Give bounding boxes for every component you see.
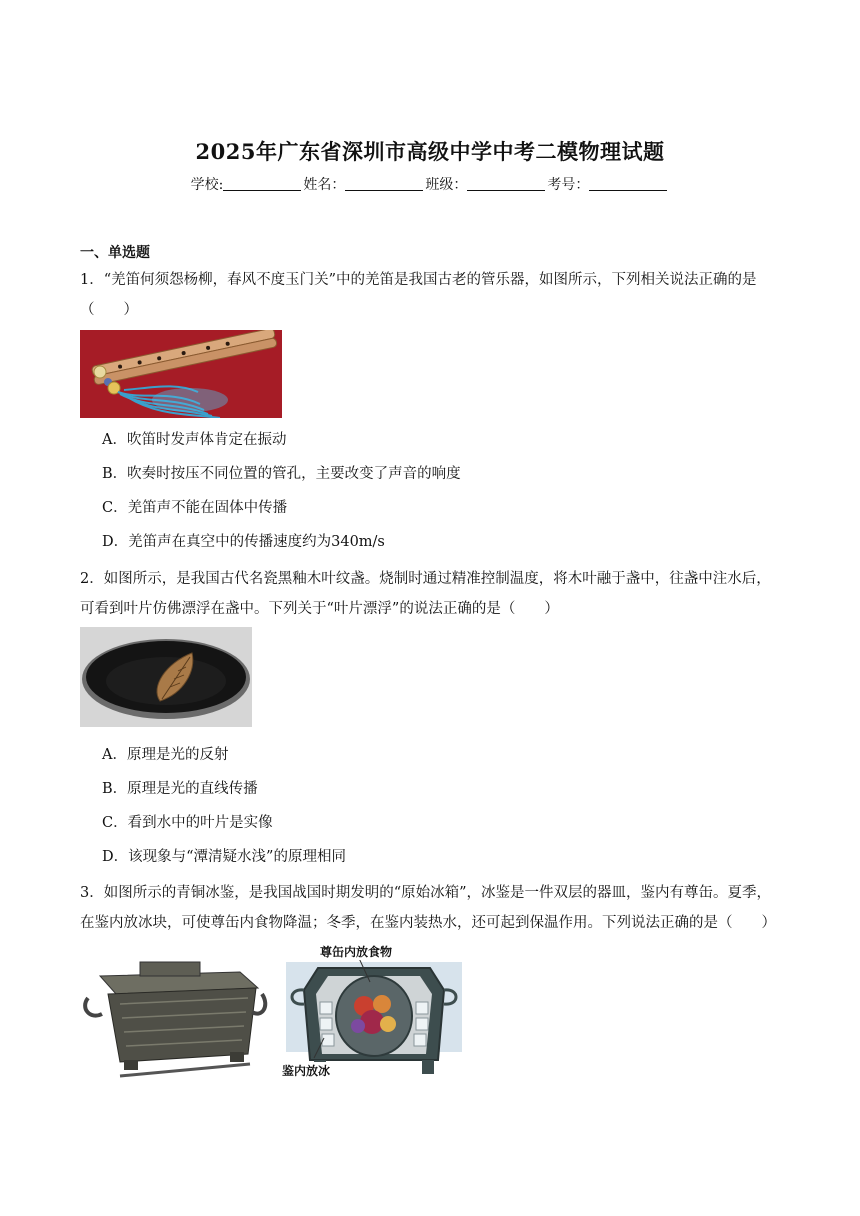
question-3-stem [80,878,780,938]
question-2-line2: 可看到叶片仿佛漂浮在盏中。下列关于“叶片漂浮”的说法正确的是（ ） [80,601,559,617]
diagram-label-food: 尊缶内放食物 [320,945,393,959]
student-info-line [0,174,860,194]
question-1-option-d: D．羌笛声在真空中的传播速度约为340m/s [102,534,385,550]
section-heading: 一、单选题 [80,245,150,261]
question-2-option-c: C．看到水中的叶片是实像 [102,815,273,831]
page-title: 2025年广东省深圳市高级中学中考二模物理试题 [195,139,665,164]
tea-bowl-image [80,627,252,727]
question-2-option-d: D．该现象与“潭清疑水浅”的原理相同 [102,849,346,865]
question-2-option-a: A．原理是光的反射 [102,747,229,763]
name-label: 姓名： [303,177,346,193]
class-blank [467,176,545,191]
ice-chest-cutaway-diagram [278,942,470,1086]
exam-number-blank [589,176,667,191]
question-1-option-c: C．羌笛声不能在固体中传播 [102,500,288,516]
question-1-option-b: B．吹奏时按压不同位置的管孔，主要改变了声音的响度 [102,466,461,482]
question-2-option-b: B．原理是光的直线传播 [102,781,258,797]
question-2-line1: 2．如图所示，是我国古代名瓷黑釉木叶纹盏。烧制时通过精准控制温度，将木叶融于盏中，往盏中注水后， [80,571,771,587]
flute-image [80,330,282,418]
question-3-line1: 3．如图所示的青铜冰鉴，是我国战国时期发明的“原始冰箱”，冰鉴是一件双层的器皿，鉴内有尊缶。夏季， [80,885,772,901]
question-1-option-a: A．吹笛时发声体肯定在振动 [102,432,287,448]
exam-number-label: 考号： [547,177,590,193]
question-1-line1: 1．“羌笛何须怨杨柳，春风不度玉门关”中的羌笛是我国古老的管乐器，如图所示，下列相关说法正确的是 [80,272,757,288]
question-3-line2: 在鉴内放冰块，可使尊缶内食物降温；冬季，在鉴内装热水，还可起到保温作用。下列说法正确的是（ ） [80,915,776,931]
diagram-label-ice: 鉴内放冰 [282,1064,331,1078]
school-label: 学校: [190,177,224,193]
class-label: 班级： [425,177,468,193]
school-blank [223,176,301,191]
name-blank [345,176,423,191]
question-2-stem [80,564,780,624]
bronze-ice-chest-image [80,958,270,1078]
question-1-stem [80,265,780,325]
question-1-line2: （ ） [80,302,138,318]
